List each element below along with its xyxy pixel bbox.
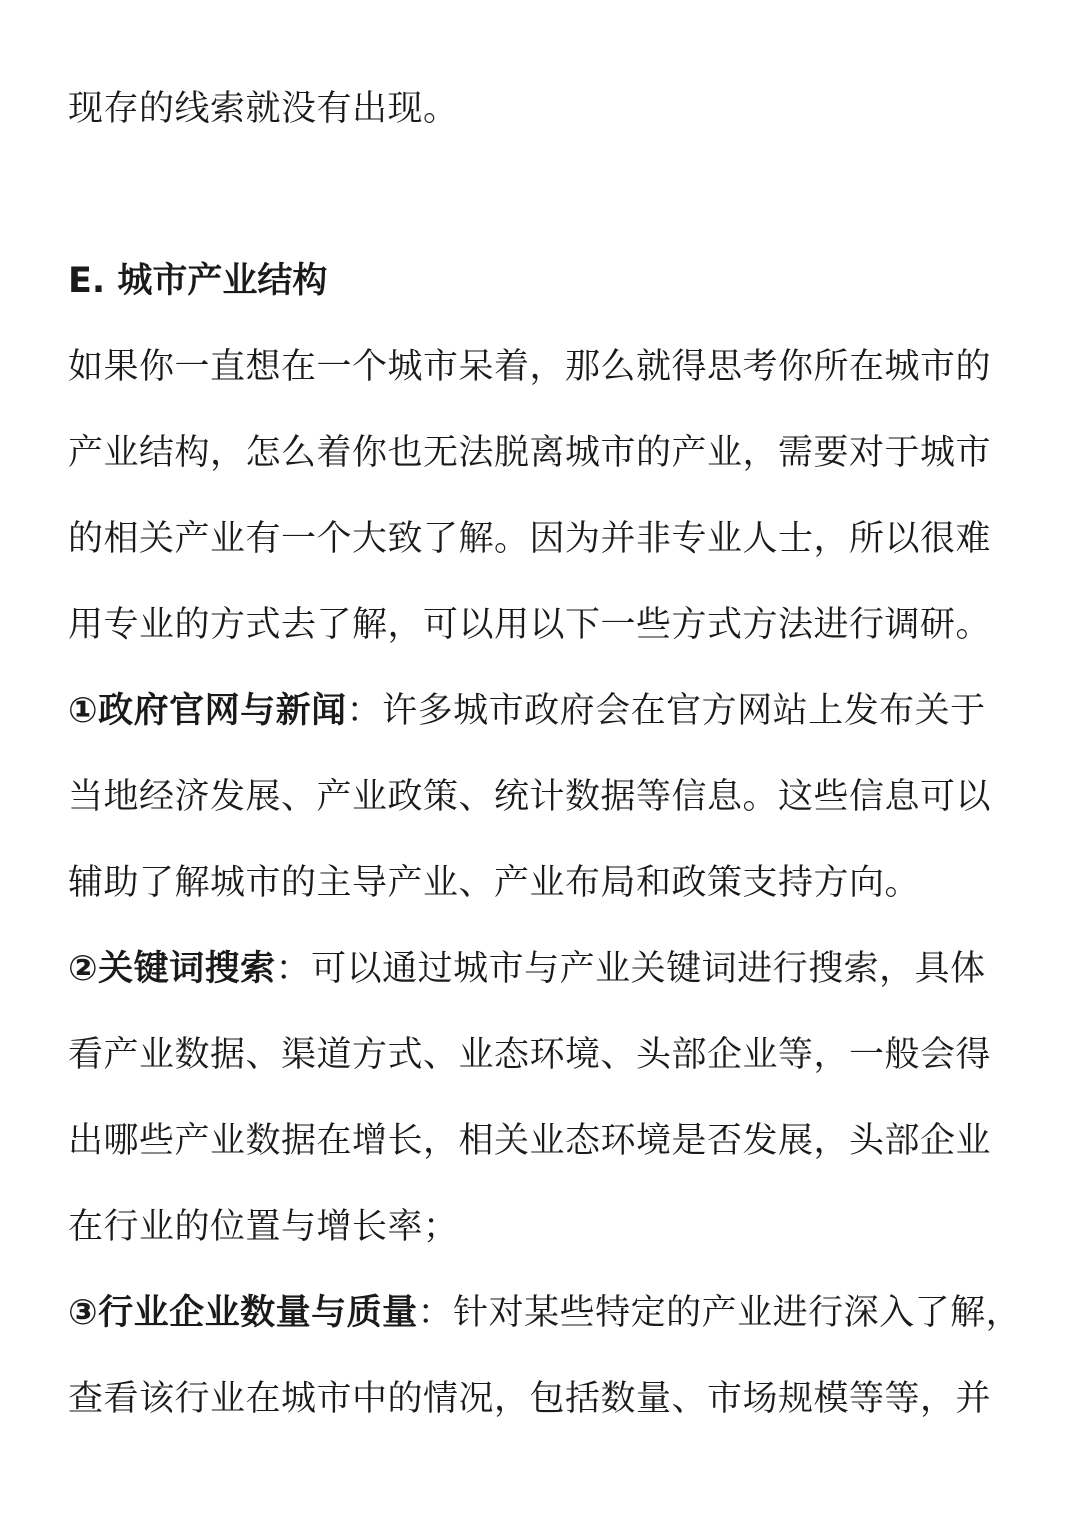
item-line: 在行业的位置与增长率；: [68, 1207, 459, 1247]
section-body: [68, 324, 1022, 1442]
item-title: ③行业企业数量与质量: [68, 1293, 418, 1333]
section-heading: E. 城市产业结构: [68, 261, 328, 301]
item-line: 看产业数据、渠道方式、业态环境、头部企业等，一般会得: [68, 1035, 992, 1075]
intro-tail-text: 现存的线索就没有出现。: [68, 89, 459, 129]
item-text: ：许多城市政府会在官方网站上发布关于: [346, 691, 986, 731]
item-first-line: [68, 668, 1014, 754]
paragraph-line: 产业结构，怎么着你也无法脱离城市的产业，需要对于城市: [68, 433, 992, 473]
item-title: ②关键词搜索: [68, 949, 276, 989]
paragraph-line: 用专业的方式去了解，可以用以下一些方式方法进行调研。: [68, 605, 992, 645]
item-text: ：针对某些特定的产业进行深入了解，: [417, 1293, 1022, 1333]
item-line: 当地经济发展、产业政策、统计数据等信息。这些信息可以: [68, 777, 992, 817]
item-text: ：可以通过城市与产业关键词进行搜索，具体: [275, 949, 986, 989]
item-line: 查看该行业在城市中的情况，包括数量、市场规模等等，并: [68, 1379, 992, 1419]
item-first-line: [68, 926, 1014, 1012]
paragraph-line: 的相关产业有一个大致了解。因为并非专业人士，所以很难: [68, 519, 992, 559]
item-line: 出哪些产业数据在增长，相关业态环境是否发展，头部企业: [68, 1121, 992, 1161]
item-title: ①政府官网与新闻: [68, 691, 347, 731]
paragraph-line: 如果你一直想在一个城市呆着，那么就得思考你所在城市的: [68, 347, 992, 387]
item-first-line: [68, 1270, 1022, 1356]
item-line: 辅助了解城市的主导产业、产业布局和政策支持方向。: [68, 863, 921, 903]
